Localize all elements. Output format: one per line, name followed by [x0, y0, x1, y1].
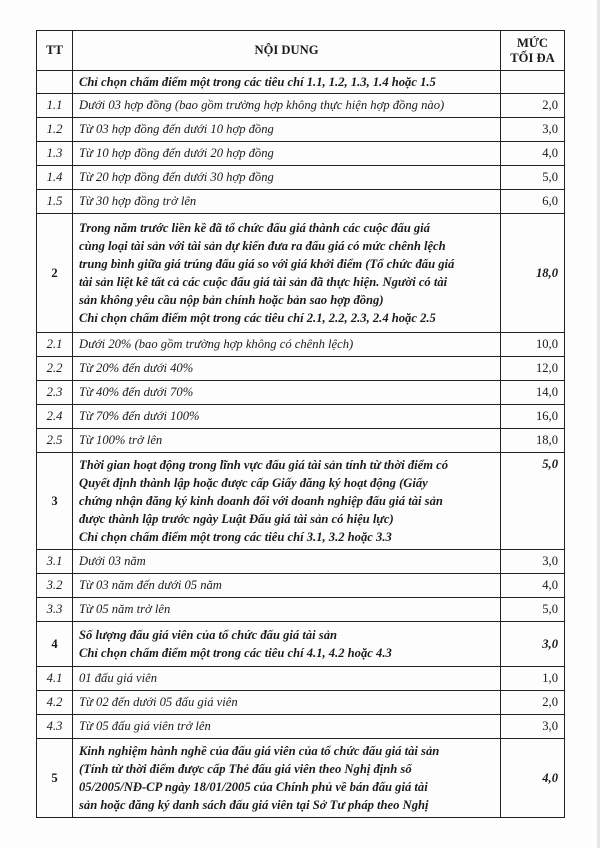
text-line: Thời gian hoạt động trong lĩnh vực đấu giá tài sản tính từ thời điểm có — [79, 458, 449, 472]
criterion-text: Từ 02 đến dưới 05 đấu giá viên — [73, 691, 501, 715]
criterion-number: 1.3 — [37, 142, 73, 166]
criterion-number: 4.3 — [37, 715, 73, 739]
table-row — [37, 118, 565, 142]
criterion-text: Từ 10 hợp đồng đến dưới 20 hợp đồng — [73, 142, 501, 166]
criterion-text: Từ 03 năm đến dưới 05 năm — [73, 574, 501, 598]
table-row — [37, 381, 565, 405]
main-criterion-max: 4,0 — [501, 739, 565, 818]
criterion-number: 4.1 — [37, 667, 73, 691]
criterion-text: Từ 03 hợp đồng đến dưới 10 hợp đồng — [73, 118, 501, 142]
main-criterion-number: 2 — [37, 214, 73, 333]
text-line: sản không yêu cầu nộp bản chính hoặc bản sao hợp đồng) — [79, 293, 384, 307]
table-row — [37, 405, 565, 429]
criterion-max: 3,0 — [501, 118, 565, 142]
criterion-max: 10,0 — [501, 333, 565, 357]
main-criterion-text — [73, 622, 501, 667]
criterion-number: 3.2 — [37, 574, 73, 598]
header-max-line2: TỐI ĐA — [510, 50, 555, 65]
main-criterion-number: 3 — [37, 453, 73, 550]
main-criterion-text — [73, 214, 501, 333]
criterion-max: 16,0 — [501, 405, 565, 429]
text-line: Chỉ chọn chấm điểm một trong các tiêu chí 4.1, 4.2 hoặc 4.3 — [79, 646, 392, 660]
table-row — [37, 550, 565, 574]
text-line: Chỉ chọn chấm điểm một trong các tiêu chí 3.1, 3.2 hoặc 3.3 — [79, 530, 392, 544]
table-row — [37, 94, 565, 118]
criterion-max: 1,0 — [501, 667, 565, 691]
table-row — [37, 429, 565, 453]
criterion-max: 14,0 — [501, 381, 565, 405]
table-row — [37, 598, 565, 622]
header-max-line1: MỨC — [516, 35, 548, 50]
text-line: (Tính từ thời điểm được cấp Thẻ đấu giá viên theo Nghị định số — [79, 762, 412, 776]
criterion-text: Dưới 03 năm — [73, 550, 501, 574]
main-criterion-max: 3,0 — [501, 622, 565, 667]
criterion-number: 1.1 — [37, 94, 73, 118]
header-content: NỘI DUNG — [73, 31, 501, 71]
criterion-text: Từ 70% đến dưới 100% — [73, 405, 501, 429]
criterion-text: Từ 05 đấu giá viên trở lên — [73, 715, 501, 739]
main-criterion-row — [37, 214, 565, 333]
criterion-number: 1.2 — [37, 118, 73, 142]
text-line: Trong năm trước liền kề đã tổ chức đấu giá thành các cuộc đấu giá — [79, 221, 430, 235]
header-max — [501, 31, 565, 71]
table-row — [37, 166, 565, 190]
criterion-max: 4,0 — [501, 142, 565, 166]
criterion-text: 01 đấu giá viên — [73, 667, 501, 691]
text-line: Kinh nghiệm hành nghề của đấu giá viên của tổ chức đấu giá tài sản — [79, 744, 440, 758]
table-row — [37, 574, 565, 598]
criterion-number: 3.1 — [37, 550, 73, 574]
criterion-max: 2,0 — [501, 691, 565, 715]
criterion-text: Từ 100% trở lên — [73, 429, 501, 453]
table-row — [37, 333, 565, 357]
text-line: 05/2005/NĐ-CP ngày 18/01/2005 của Chính phủ về bán đấu giá tài — [79, 780, 428, 794]
main-criterion-number: 4 — [37, 622, 73, 667]
main-criterion-row — [37, 453, 565, 550]
instruction-text: Chỉ chọn chấm điểm một trong các tiêu chí 1.1, 1.2, 1.3, 1.4 hoặc 1.5 — [73, 71, 501, 94]
criterion-max: 5,0 — [501, 166, 565, 190]
text-line: cùng loại tài sản với tài sản dự kiến đưa ra đấu giá có mức chênh lệch — [79, 239, 446, 253]
criterion-text: Từ 05 năm trở lên — [73, 598, 501, 622]
criterion-text: Từ 40% đến dưới 70% — [73, 381, 501, 405]
table-row — [37, 357, 565, 381]
text-line: sản hoặc đăng ký danh sách đấu giá viên tại Sở Tư pháp theo Nghị — [79, 798, 429, 812]
header-tt: TT — [37, 31, 73, 71]
text-line: được thành lập trước ngày Luật Đấu giá tài sản có hiệu lực) — [79, 512, 394, 526]
main-criterion-max: 18,0 — [501, 214, 565, 333]
instruction-row — [37, 71, 565, 94]
main-criterion-row — [37, 622, 565, 667]
criterion-number: 2.3 — [37, 381, 73, 405]
main-criterion-max: 5,0 — [501, 453, 565, 550]
main-criterion-row — [37, 739, 565, 818]
criterion-number: 2.1 — [37, 333, 73, 357]
criterion-text: Từ 20 hợp đồng đến dưới 30 hợp đồng — [73, 166, 501, 190]
criterion-text: Dưới 20% (bao gồm trường hợp không có chênh lệch) — [73, 333, 501, 357]
criterion-number: 3.3 — [37, 598, 73, 622]
text-line: Quyết định thành lập hoặc được cấp Giấy đăng ký hoạt động (Giấy — [79, 476, 428, 490]
criterion-max: 12,0 — [501, 357, 565, 381]
table-cell — [37, 71, 73, 94]
criterion-number: 1.4 — [37, 166, 73, 190]
main-criterion-number: 5 — [37, 739, 73, 818]
criterion-max: 3,0 — [501, 550, 565, 574]
text-line: chứng nhận đăng ký kinh doanh đối với doanh nghiệp đấu giá tài sản — [79, 494, 443, 508]
criterion-max: 18,0 — [501, 429, 565, 453]
text-line: Chỉ chọn chấm điểm một trong các tiêu chí 2.1, 2.2, 2.3, 2.4 hoặc 2.5 — [79, 311, 436, 325]
criterion-max: 5,0 — [501, 598, 565, 622]
table-row — [37, 667, 565, 691]
criterion-number: 2.5 — [37, 429, 73, 453]
main-criterion-text — [73, 739, 501, 818]
criterion-max: 4,0 — [501, 574, 565, 598]
criterion-text: Từ 30 hợp đồng trở lên — [73, 190, 501, 214]
criterion-number: 4.2 — [37, 691, 73, 715]
table-row — [37, 190, 565, 214]
table-row — [37, 142, 565, 166]
criterion-number: 2.2 — [37, 357, 73, 381]
text-line: Số lượng đấu giá viên của tổ chức đấu giá tài sản — [79, 628, 338, 642]
criterion-max: 3,0 — [501, 715, 565, 739]
scoring-table — [36, 30, 565, 818]
table-cell — [501, 71, 565, 94]
text-line: trung bình giữa giá trúng đấu giá so với giá khởi điểm (Tổ chức đấu giá — [79, 257, 455, 271]
criterion-number: 2.4 — [37, 405, 73, 429]
table-row — [37, 691, 565, 715]
criterion-max: 2,0 — [501, 94, 565, 118]
table-header-row — [37, 31, 565, 71]
table-row — [37, 715, 565, 739]
criterion-max: 6,0 — [501, 190, 565, 214]
main-criterion-text — [73, 453, 501, 550]
criterion-number: 1.5 — [37, 190, 73, 214]
text-line: tài sản liệt kê tất cả các cuộc đấu giá tài sản đã thực hiện. Người có tài — [79, 275, 448, 289]
criterion-text: Dưới 03 hợp đồng (bao gồm trường hợp không thực hiện hợp đồng nào) — [73, 94, 501, 118]
criterion-text: Từ 20% đến dưới 40% — [73, 357, 501, 381]
